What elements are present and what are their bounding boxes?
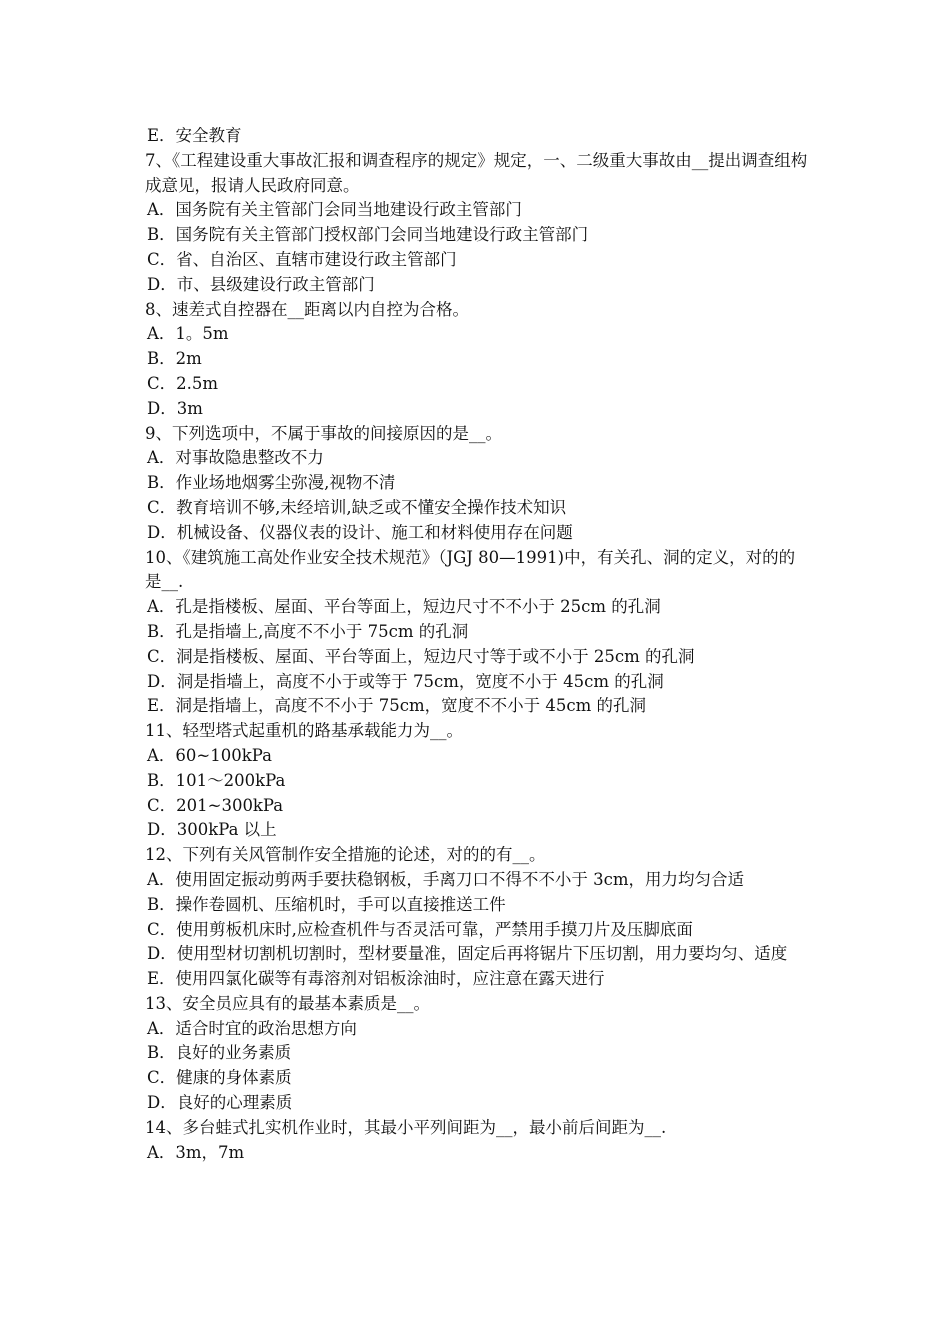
answer-option: B．孔是指墙上,高度不不小于 75cm 的孔洞 (147, 621, 469, 641)
answer-option: B．2m (147, 349, 202, 369)
question-text: 10、《建筑施工高处作业安全技术规范》（JGJ 80—1991)中，有关孔、洞的定义，对的的是__. (145, 547, 796, 592)
answer-option: E．洞是指墙上，高度不不小于 75cm，宽度不不小于 45cm 的孔洞 (147, 696, 647, 716)
answer-option: A．对事故隐患整改不力 (147, 448, 324, 468)
answer-option: B．良好的业务素质 (147, 1043, 292, 1063)
answer-option: A．孔是指楼板、屋面、平台等面上，短边尺寸不不小于 25cm 的孔洞 (147, 597, 661, 617)
answer-option: C．教育培训不够,未经培训,缺乏或不懂安全操作技术知识 (147, 497, 567, 517)
answer-option: C．201~300kPa (147, 795, 284, 815)
answer-option: D．洞是指墙上，高度不小于或等于 75cm，宽度不小于 45cm 的孔洞 (147, 671, 664, 691)
question-text: 7、《工程建设重大事故汇报和调查程序的规定》规定，一、二级重大事故由__提出调查组构成意见，报请人民政府同意。 (145, 150, 808, 195)
answer-option: C．省、自治区、直辖市建设行政主管部门 (147, 249, 457, 269)
question-text: 8、速差式自控器在__距离以内自控为合格。 (145, 299, 469, 319)
answer-option: D．市、县级建设行政主管部门 (147, 274, 375, 294)
answer-option: B．国务院有关主管部门授权部门会同当地建设行政主管部门 (147, 225, 589, 245)
question-text: 12、下列有关风管制作安全措施的论述，对的的有__。 (145, 845, 546, 865)
answer-option: B．操作卷圆机、压缩机时，手可以直接推送工件 (147, 894, 506, 914)
answer-option: D．机械设备、仪器仪表的设计、施工和材料使用存在问题 (147, 522, 573, 542)
answer-option: C．使用剪板机床时,应检查机件与否灵活可靠，严禁用手摸刀片及压脚底面 (147, 919, 693, 939)
question-text: 11、轻型塔式起重机的路基承载能力为__。 (145, 721, 463, 741)
answer-option: D．使用型材切割机切割时，型材要量准，固定后再将锯片下压切割，用力要均匀、适度 (147, 944, 788, 964)
answer-option: A．60~100kPa (147, 745, 272, 765)
answer-option: A．3m，7m (147, 1142, 245, 1162)
answer-option: E．安全教育 (147, 126, 242, 145)
answer-option: B．101～200kPa (147, 770, 286, 790)
answer-option: C．洞是指楼板、屋面、平台等面上，短边尺寸等于或不小于 25cm 的孔洞 (147, 646, 695, 666)
answer-option: A．适合时宜的政治思想方向 (147, 1018, 357, 1038)
question-text: 9、下列选项中，不属于事故的间接原因的是__。 (145, 423, 502, 443)
answer-option: D．300kPa 以上 (147, 820, 277, 840)
answer-option: D．3m (147, 398, 203, 418)
question-text: 14、多台蛙式扎实机作业时，其最小平列间距为__，最小前后间距为__. (145, 1117, 667, 1137)
answer-option: E．使用四氯化碳等有毒溶剂对铝板涂油时，应注意在露天进行 (147, 969, 605, 989)
answer-option: A．国务院有关主管部门会同当地建设行政主管部门 (147, 200, 522, 220)
answer-option: B．作业场地烟雾尘弥漫,视物不清 (147, 473, 396, 493)
answer-option: C．健康的身体素质 (147, 1068, 292, 1088)
answer-option: D．良好的心理素质 (147, 1093, 293, 1113)
answer-option: C．2.5m (147, 373, 219, 393)
question-text: 13、安全员应具有的最基本素质是__。 (145, 993, 430, 1013)
answer-option: A．1。5m (147, 324, 229, 344)
document-body (145, 124, 810, 1165)
answer-option: A．使用固定振动剪两手要扶稳钢板，手离刀口不得不不小于 3cm，用力均匀合适 (147, 869, 745, 889)
